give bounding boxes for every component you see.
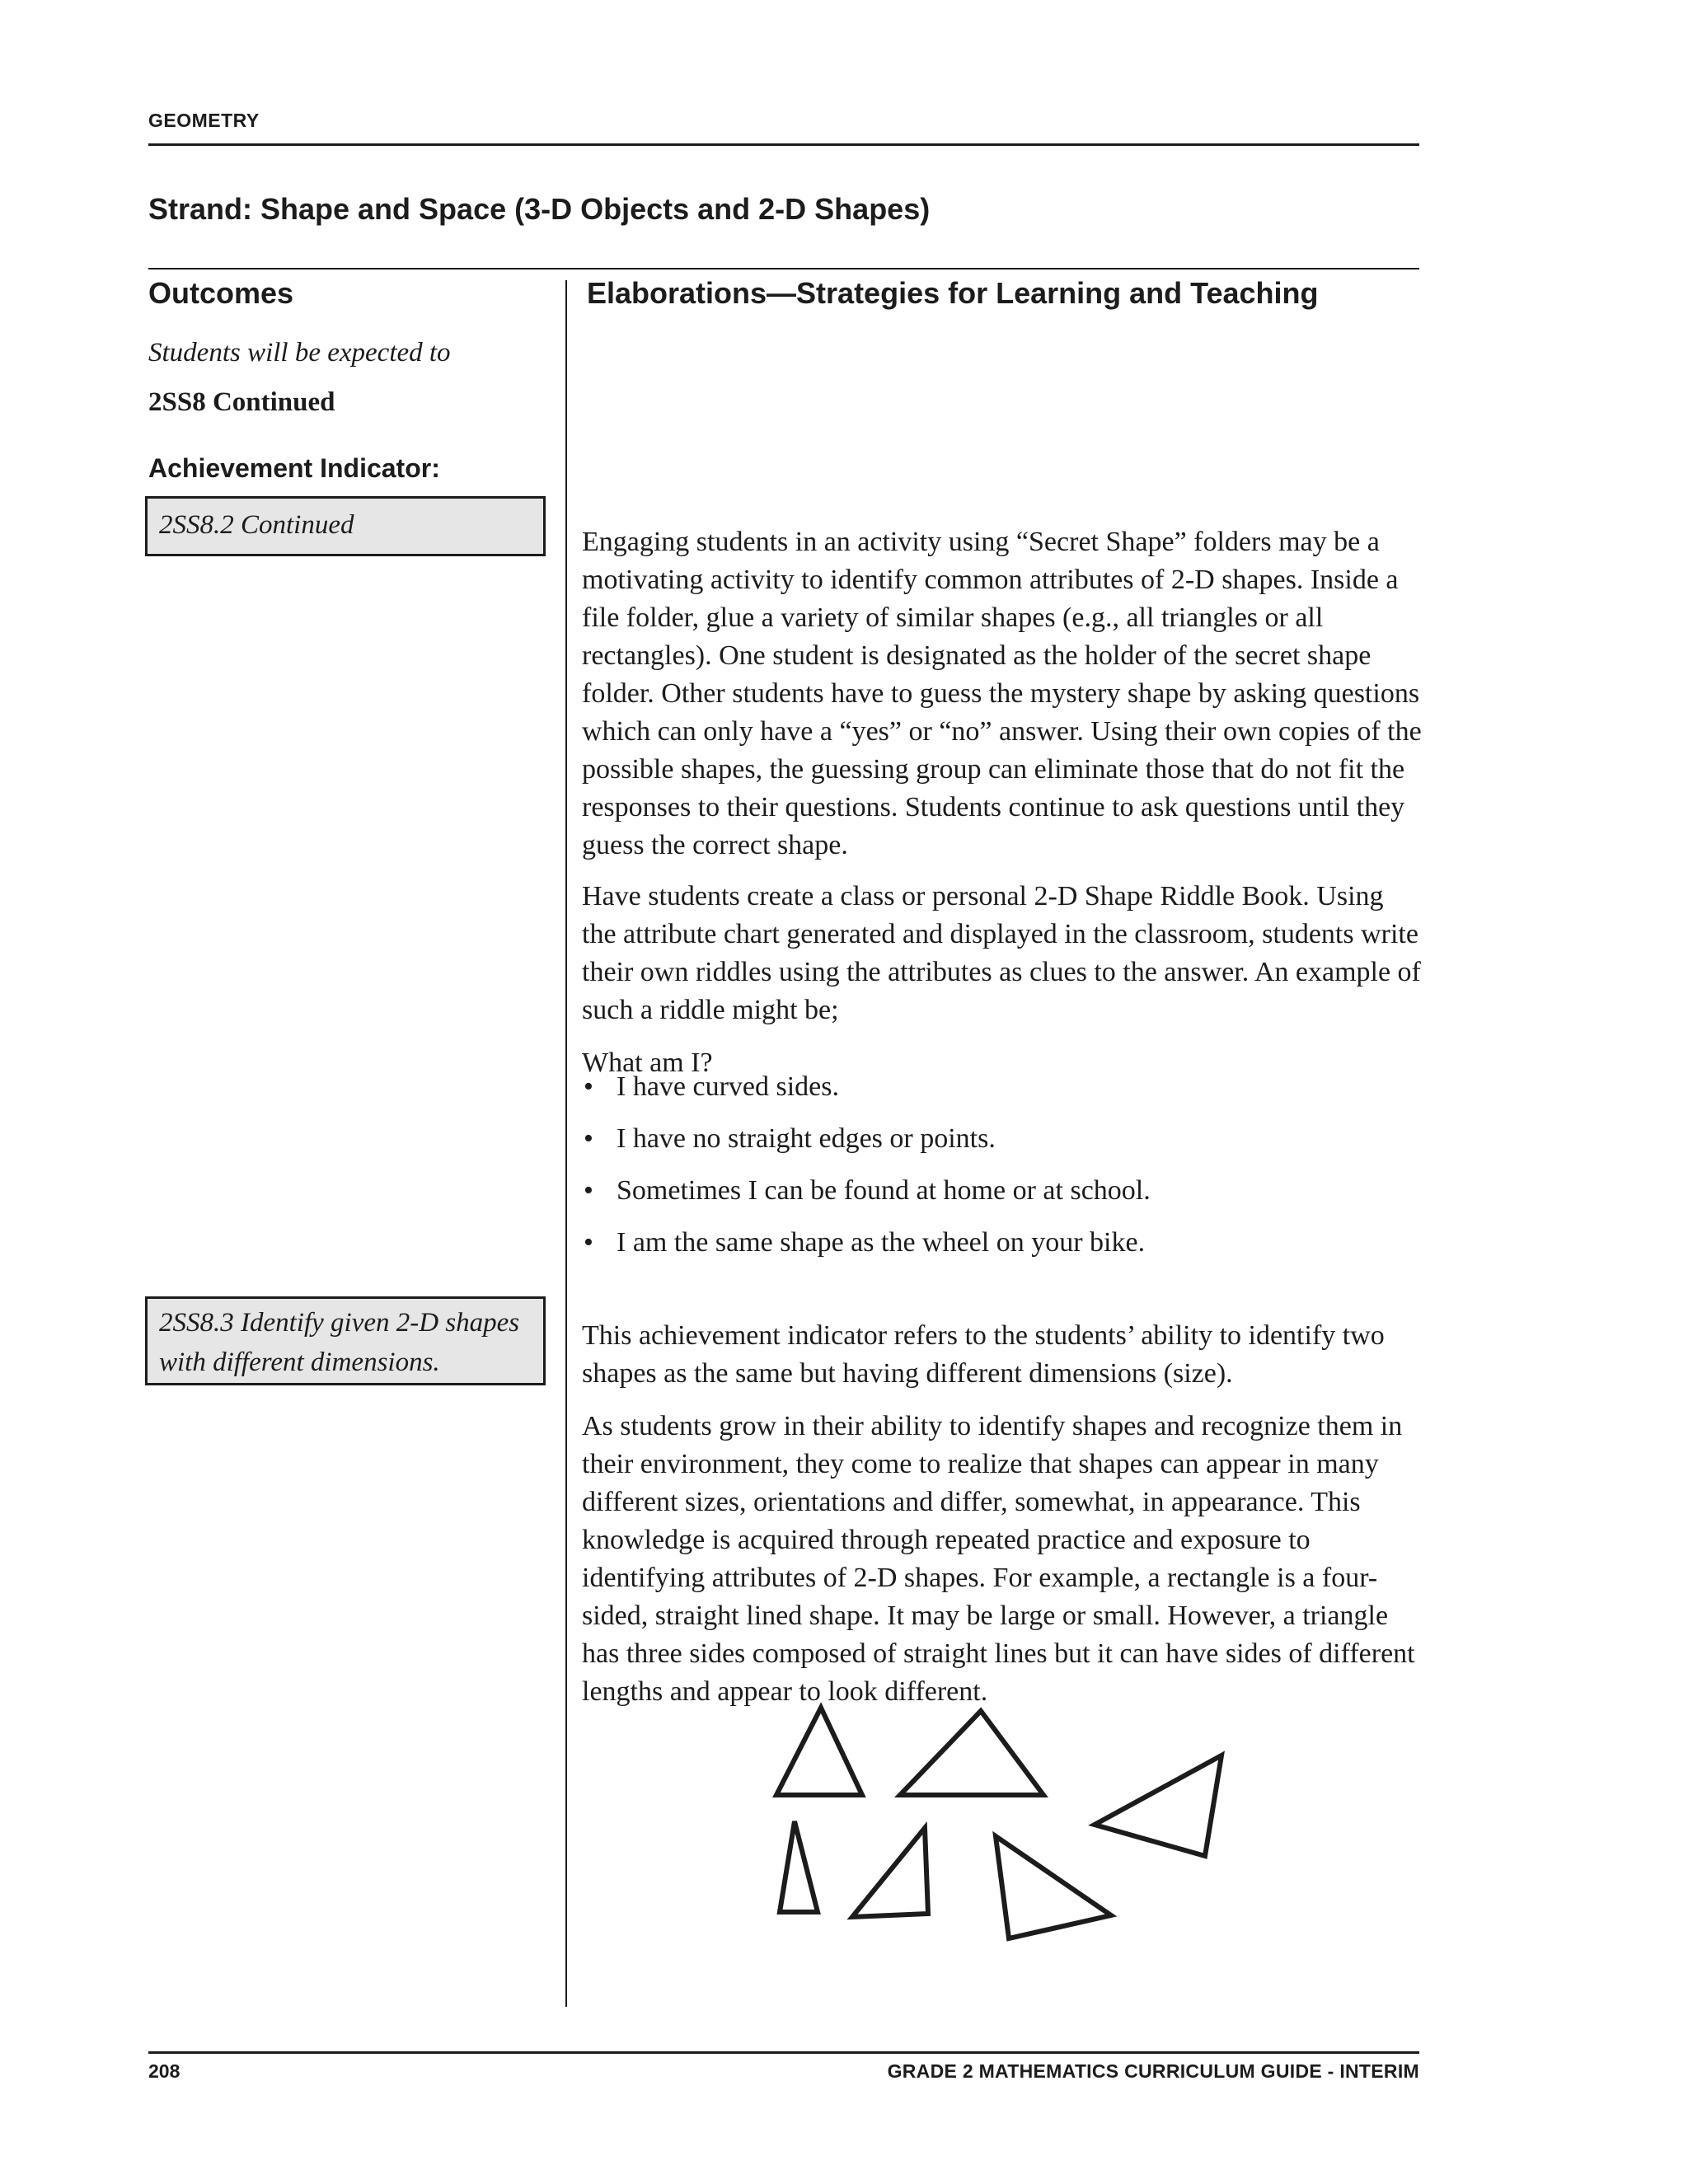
triangle-shape [996, 1836, 1111, 1938]
footer-rule [148, 2051, 1419, 2054]
section-label: GEOMETRY [148, 110, 260, 131]
triangle-shape [780, 1821, 818, 1912]
list-item [582, 1224, 1423, 1276]
triangles-figure [758, 1698, 1236, 1961]
achievement-indicator-label: Achievement Indicator: [148, 453, 440, 483]
outcome-code: 2SS8 Continued [148, 387, 335, 417]
outcomes-heading: Outcomes [148, 276, 294, 310]
riddle-clue: I have curved sides. [617, 1071, 840, 1102]
column-divider [565, 280, 567, 2007]
riddle-clue: I have no straight edges or points. [617, 1123, 996, 1154]
indicator-box-2ss8-2: 2SS8.2 Continued [145, 496, 546, 556]
strand-rule [148, 268, 1419, 269]
bullet-icon: • [584, 1175, 593, 1206]
list-item [582, 1120, 1423, 1172]
header-rule [148, 143, 1419, 146]
paragraph-indicator-explanation: This achievement indicator refers to the students’ ability to identify two shapes as the same but having different dimensions (size). [582, 1320, 1385, 1389]
elaborations-heading: Elaborations—Strategies for Learning and Teaching [587, 276, 1319, 310]
triangle-shape [900, 1711, 1043, 1795]
riddle-clue: I am the same shape as the wheel on your bike. [617, 1227, 1146, 1258]
strand-title: Strand: Shape and Space (3-D Objects and 2-D Shapes) [148, 192, 931, 226]
riddle-clue-list [582, 1068, 1423, 1276]
expected-text: Students will be expected to [148, 338, 451, 368]
triangle-shape [852, 1828, 928, 1917]
paragraph-shape-dimensions: As students grow in their ability to identify shapes and recognize them in their environment, they come to realize that shapes can appear in many different sizes, orientations and differ, somewhat, in appearance. This knowledge is acquired through repeated practice and exposure to identifying attributes of 2-D shapes. For example, a rectangle is a four-sided, straight lined shape. It may be large or small. However, a triangle has three sides composed of straight lines but it can have sides of different lengths and appear to look different. [582, 1411, 1415, 1707]
page-number: 208 [148, 2060, 181, 2082]
riddle-clue: Sometimes I can be found at home or at school. [617, 1175, 1151, 1206]
paragraph-riddle-book: Have students create a class or personal 2-D Shape Riddle Book. Using the attribute chart generated and displayed in the classroom, students write their own riddles using the attributes as clues to the answer. An example of such a riddle might be; [582, 881, 1421, 1025]
riddle-question: What am I? [582, 1047, 713, 1078]
bullet-icon: • [584, 1123, 593, 1154]
bullet-icon: • [584, 1227, 593, 1258]
triangle-shape [1095, 1755, 1221, 1856]
paragraph-secret-shape: Engaging students in an activity using “Secret Shape” folders may be a motivating activity to identify common attributes of 2-D shapes. Inside a file folder, glue a variety of similar shapes (e.g., all triangles or all rectangles). One student is designated as the holder of the secret shape folder. Other students have to guess the mystery shape by asking questions which can only have a “yes” or “no” answer. Using their own copies of the possible shapes, the guessing group can eliminate those that do not fit the responses to their questions. Students continue to ask questions until they guess the correct shape. [582, 527, 1422, 860]
list-item [582, 1172, 1423, 1224]
bullet-icon: • [584, 1071, 593, 1102]
footer-title: GRADE 2 MATHEMATICS CURRICULUM GUIDE - INTERIM [887, 2060, 1419, 2082]
triangle-shape [776, 1708, 862, 1795]
indicator-box-2ss8-3: 2SS8.3 Identify given 2-D shapes with different dimensions. [145, 1296, 546, 1385]
list-item [582, 1068, 1423, 1120]
